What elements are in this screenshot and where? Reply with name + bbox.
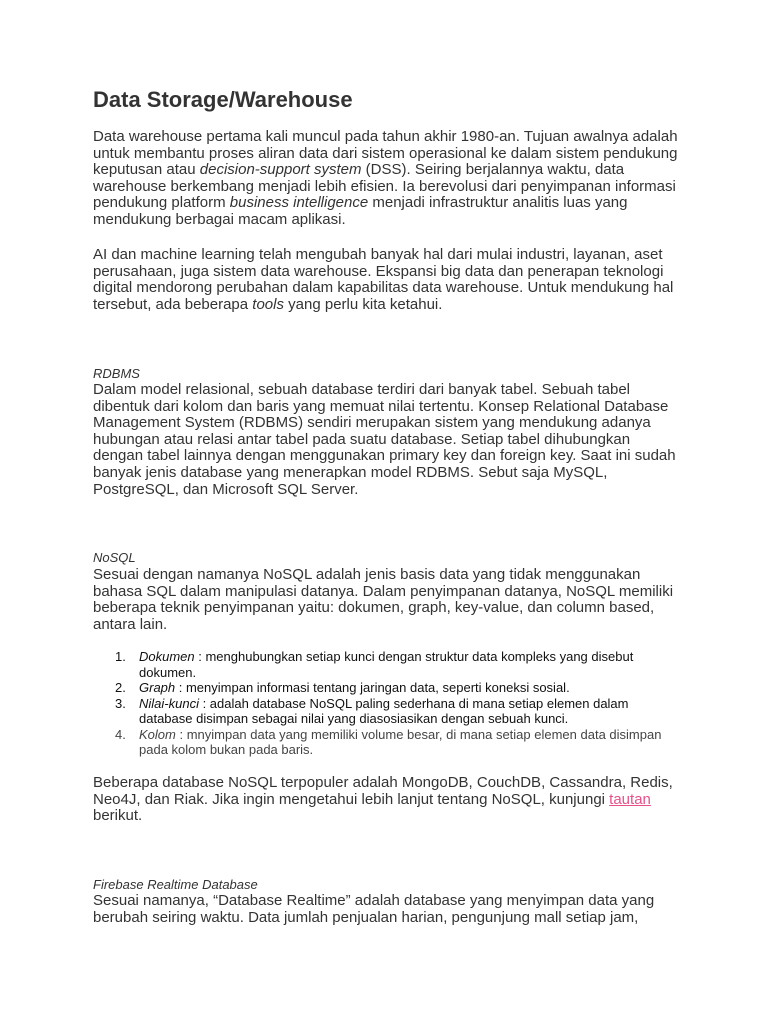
nosql-closing-paragraph [93,775,683,825]
nosql-paragraph: Sesuai dengan namanya NoSQL adalah jenis basis data yang tidak menggunakan bahasa SQL dalam manipulasi datanya. Dalam penyimpanan datanya, NoSQL memiliki beberapa teknik penyimpanan yaitu: dokumen, graph, key-value, dan column based, antara lain. [93,566,674,633]
intro-p1-text-a: Data warehouse pertama kali muncul pada tahun akhir 1980-an. Tujuan awalnya adalah untuk membantu proses aliran data dari sistem operasional ke dalam sistem pendukung keputusan atau [93,128,678,179]
nosql-storage-techniques-list [93,649,683,758]
list-item-term: Graph [139,680,176,695]
intro-paragraph-1 [93,129,683,229]
firebase-heading: Firebase Realtime Database [93,877,258,892]
list-item-number: 2. [115,680,126,695]
nosql-closing-text-a: Beberapa database NoSQL terpopuler adalah MongoDB, CouchDB, Cassandra, Redis, Neo4J, dan Riak. Jika ingin mengetahui lebih lanjut tentang NoSQL, kunjungi [93,774,673,808]
nosql-heading: NoSQL [93,550,136,565]
list-item [93,649,683,680]
list-item-description: : mnyimpan data yang memiliki volume besar, di mana setiap elemen data disimpan pada kolom bukan pada baris. [139,726,662,757]
intro-paragraph-2 [93,247,683,313]
list-item-term: Nilai-kunci [139,695,199,711]
page-title: Data Storage/Warehouse [93,87,353,112]
list-item-number: 4. [115,726,126,742]
intro-p2-emphasis-tools: tools [252,295,284,313]
intro-p2-text-a: AI dan machine learning telah mengubah banyak hal dari mulai industri, layanan, aset perusahaan, juga sistem data warehouse. Ekspansi big data dan penerapan teknologi digital mendorong perubahan dalam kapabilitas data warehouse. Untuk mendukung hal tersebut, ada beberapa [93,246,674,313]
list-item-term: Kolom [139,726,176,742]
list-item-number: 1. [115,649,126,664]
nosql-closing-text-b: berikut. [93,807,143,825]
list-item-description: : menyimpan informasi tentang jaringan data, seperti koneksi sosial. [175,680,570,695]
intro-p2-text-b: yang perlu kita ketahui. [283,295,443,313]
rdbms-paragraph: Dalam model relasional, sebuah database terdiri dari banyak tabel. Sebuah tabel dibentuk dari kolom dan baris yang memuat nilai tertentu. Konsep Relational Database Management System (RDBMS) sendiri merupakan sistem yang mendukung adanya hubungan atau relasi antar tabel pada suatu database. Setiap tabel dihubungkan dengan tabel lainnya dengan menggunakan primary key dan foreign key. Saat ini sudah banyak jenis database yang menerapkan model RDBMS. Sebut saja MySQL, PostgreSQL, dan Microsoft SQL Server. [93,381,676,498]
intro-p1-emphasis-bi: business intelligence [229,194,369,212]
intro-p1-text-b: (DSS). Seiring berjalannya waktu, data warehouse berkembang menjadi lebih efisien. Ia berevolusi dari penyimpanan informasi pendukung platform [93,161,676,212]
list-item [93,727,683,758]
intro-p1-text-c: menjadi infrastruktur analitis luas yang mendukung berbagai macam aplikasi. [93,194,628,228]
rdbms-heading: RDBMS [93,366,140,381]
list-item-term: Dokumen [139,649,195,664]
intro-p1-emphasis-dss: decision-support system [199,161,362,179]
tautan-link[interactable]: tautan [609,790,651,808]
list-item-description: : menghubungkan setiap kunci dengan struktur data kompleks yang disebut dokumen. [139,649,634,680]
firebase-paragraph: Sesuai namanya, “Database Realtime” adalah database yang menyimpan data yang berubah seiring waktu. Data jumlah penjualan harian, pengunjung mall setiap jam, [93,892,655,926]
list-item-description: : adalah database NoSQL paling sederhana di mana setiap elemen dalam database disimpan sebagai nilai yang diasosiasikan dengan sebuah kunci. [139,695,629,726]
list-item [93,680,683,696]
list-item-number: 3. [115,695,126,711]
list-item [93,696,683,727]
